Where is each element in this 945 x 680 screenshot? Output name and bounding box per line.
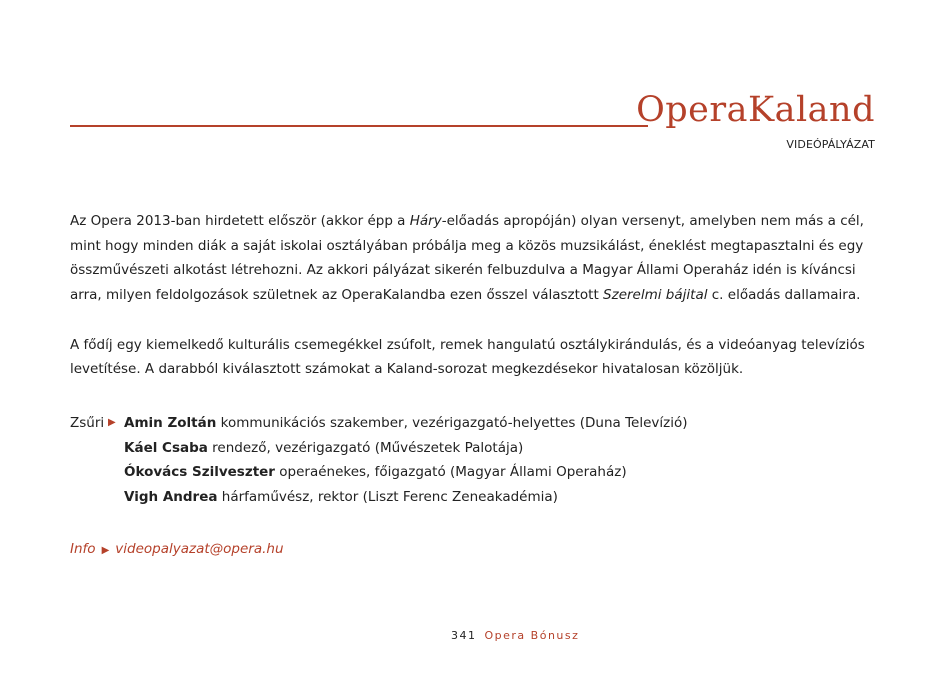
- arrow-right-icon: ▶: [101, 545, 110, 556]
- intro-emphasis-title: Szerelmi bájital: [603, 287, 708, 304]
- brand-title: OperaKaland: [636, 90, 875, 130]
- arrow-right-icon: ▶: [108, 417, 116, 428]
- intro-emphasis-hary: Háry: [409, 213, 442, 229]
- info-label: Info: [70, 541, 96, 557]
- paragraph-prize: A fődíj egy kiemelkedő kulturális csemegékkel zsúfolt, remek hangulatú osztálykirándulás, és a videóanyag televíziós levetítése. A darabból kiválasztott számokat a Kaland-sorozat megkezdésekor hivatalosan közöljük.: [70, 336, 865, 378]
- jury-member-name: Ókovács Szilveszter: [124, 464, 275, 481]
- page-footer: [451, 629, 579, 643]
- info-line: [70, 537, 284, 564]
- info-email-link[interactable]: videopalyazat@opera.hu: [115, 541, 284, 557]
- jury-member-role: kommunikációs szakember, vezérigazgató-helyettes (Duna Televízió): [216, 415, 688, 431]
- jury-list: [124, 411, 884, 510]
- jury-member: [124, 485, 884, 510]
- jury-member: [124, 460, 884, 485]
- intro-text-2: -előadás apropóján) olyan versenyt, amelyben nem más a cél, mint hogy minden diák a saját iskolai osztályában próbálja meg a közös muzsikálást, éneklést megtapasztalni és egy összművészeti alkotást létrehozni. Az akkori pályázat sikerén felbuzdulva a Magyar Állami Operaház idén is kíváncsi arra, milyen feldolgozások születnek az OperaKalandba ezen ősszel választott: [70, 213, 864, 304]
- header-rule: [70, 125, 648, 127]
- intro-text-3: c. előadás dallamaira.: [707, 287, 861, 304]
- jury-member-role: rendező, vezérigazgató (Művészetek Palotája): [207, 439, 524, 456]
- jury-member: [124, 436, 884, 461]
- jury-member-name: Káel Csaba: [124, 439, 208, 456]
- footer-title: Opera Bónusz: [484, 629, 580, 642]
- main-text: [70, 209, 875, 382]
- jury-member-role: hárfaművész, rektor (Liszt Ferenc Zeneakadémia): [217, 489, 558, 506]
- jury-member: [124, 411, 884, 436]
- jury-member-name: Vigh Andrea: [124, 489, 218, 506]
- paragraph-intro: [70, 209, 875, 308]
- jury-label: Zsűri: [70, 415, 105, 431]
- intro-text-1: Az Opera 2013-ban hirdetett először (akkor épp a: [70, 213, 410, 229]
- brand-subtitle: VIDEÓPÁLYÁZAT: [786, 138, 875, 151]
- jury-member-role: operaénekes, főigazgató (Magyar Állami Operaház): [274, 464, 627, 481]
- page-number: 341: [451, 629, 477, 642]
- jury-member-name: Amin Zoltán: [124, 415, 217, 431]
